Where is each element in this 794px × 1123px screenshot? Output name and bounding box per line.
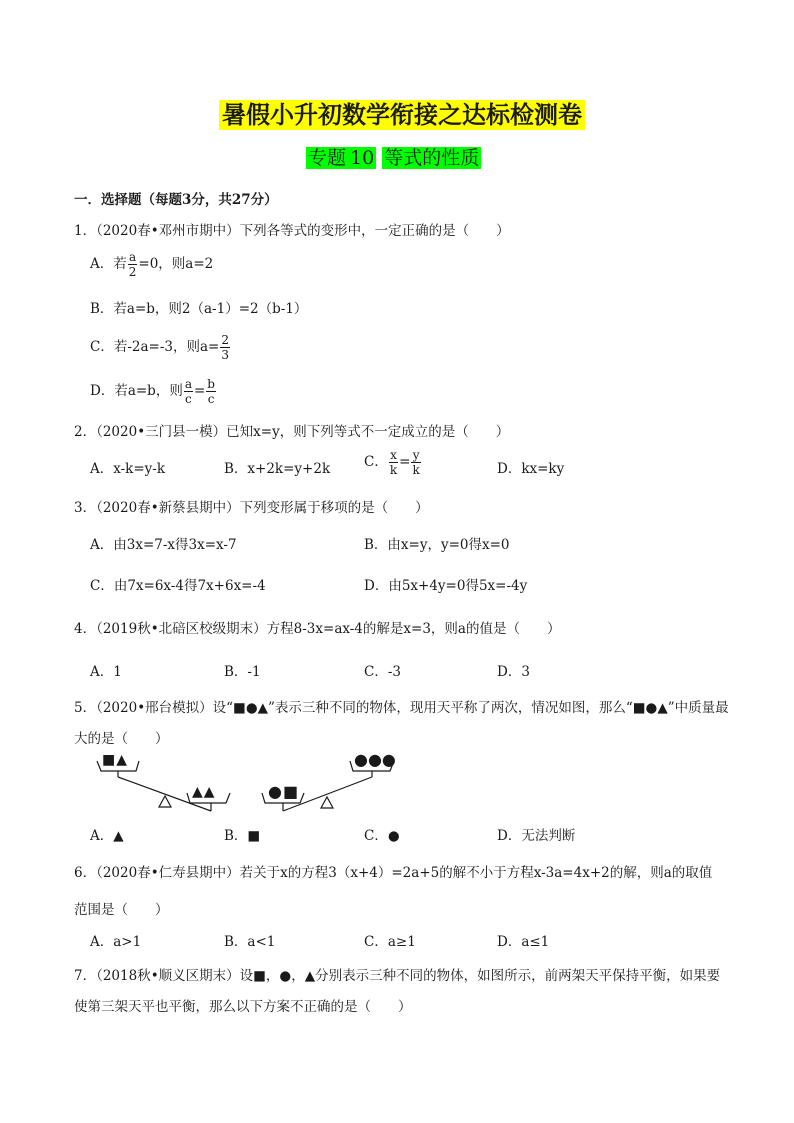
question-1-stem: 1．（2020春•邓州市期中）下列各等式的变形中，一定正确的是（ ）	[74, 223, 510, 239]
question-4-stem: 4．（2019秋•北碚区校级期末）方程8-3x=ax-4的解是x=3，则a的值是（ ）	[74, 621, 561, 637]
fraction: $\frac{2}{3}$	[221, 333, 229, 362]
question-5-option-a: A．▲	[90, 828, 124, 844]
fraction: $\frac{y}{k}$	[412, 448, 420, 477]
question-2-option-c: C． $\frac{x}{k}$ = $\frac{y}{k}$	[364, 448, 420, 477]
question-5-option-d: D．无法判断	[497, 828, 576, 844]
question-5-stem-line-1: 5．（2020•邢台模拟）设“■●▲”表示三种不同的物体，现用天平称了两次，情况如图，那么“■●▲”中质量最	[74, 700, 729, 716]
fraction: $\frac{a}{2}$	[128, 250, 137, 279]
subtitle-prefix: 专题	[308, 147, 347, 169]
question-7-stem-line-1: 7．（2018秋•顺义区期末）设■，●，▲分别表示三种不同的物体，如图所示，前两架天平保持平衡，如果要	[74, 968, 721, 984]
option-text: A．若	[90, 256, 127, 272]
question-6-stem-line-1: 6．（2020春•仁寿县期中）若关于x的方程3（x+4）=2a+5的解不小于方程x-3a=4x+2的解，则a的取值	[74, 865, 713, 881]
balance-2-fulcrum	[321, 797, 333, 808]
question-3-option-b: B．由x=y，y=0得x=0	[364, 537, 510, 553]
balance-1-right-objects: ▲▲	[192, 784, 216, 800]
balance-2-right-objects: ●●●	[354, 750, 396, 769]
balance-1-fulcrum	[159, 796, 171, 807]
question-1-option-b: B．若a=b，则2（a-1）=2（b-1）	[90, 301, 308, 317]
question-6-option-d: D．a≤1	[497, 934, 550, 950]
question-4-option-a: A．1	[90, 664, 122, 680]
subtitle-topic: 等式的性质	[384, 147, 480, 169]
question-2-option-d: D．kx=ky	[497, 461, 565, 477]
question-2-stem: 2．（2020•三门县一模）已知x=y，则下列等式不一定成立的是（ ）	[74, 424, 510, 440]
question-3-stem: 3．（2020春•新蔡县期中）下列变形属于移项的是（ ）	[74, 500, 429, 516]
question-6-option-b: B．a<1	[224, 934, 276, 950]
question-3-option-a: A．由3x=7-x得3x=x-7	[90, 537, 237, 553]
question-4-option-c: C．-3	[364, 664, 401, 680]
balance-1-left-objects: ■▲	[102, 752, 128, 768]
question-4-option-d: D．3	[497, 664, 530, 680]
fraction: $\frac{b}{c}$	[207, 377, 215, 406]
document-title: 暑假小升初数学衔接之达标检测卷	[219, 100, 585, 130]
option-text: =0，则a=2	[138, 256, 214, 272]
option-text: D．若a=b，则	[90, 383, 183, 399]
question-2-option-b: B．x+2k=y+2k	[224, 461, 331, 477]
question-2-option-a: A．x-k=y-k	[90, 461, 166, 477]
question-1-option-d: D．若a=b，则 $\frac{a}{c}$ = $\frac{b}{c}$	[90, 377, 215, 406]
question-6-stem-line-2: 范围是（ ）	[74, 902, 169, 918]
question-3-option-c: C．由7x=6x-4得7x+6x=-4	[90, 578, 266, 594]
question-3-option-d: D．由5x+4y=0得5x=-4y	[364, 578, 528, 594]
question-5-stem-line-2: 大的是（ ）	[74, 731, 169, 747]
question-6-option-c: C．a≥1	[364, 934, 416, 950]
option-text: C．若-2a=-3，则a=	[90, 339, 220, 355]
question-5-option-c: C．●	[364, 828, 400, 844]
fraction: $\frac{x}{k}$	[389, 448, 398, 477]
section-heading: 一．选择题（每题3分，共27分）	[74, 192, 278, 208]
question-4-option-b: B．-1	[224, 664, 261, 680]
question-7-stem-line-2: 使第三架天平也平衡，那么以下方案不正确的是（ ）	[74, 999, 412, 1015]
question-5-option-b: B．■	[224, 828, 261, 844]
balance-2-left-objects: ●■	[268, 782, 300, 801]
question-6-option-a: A．a>1	[90, 934, 142, 950]
subtitle-number: 10	[350, 147, 375, 169]
fraction: $\frac{a}{c}$	[184, 377, 192, 406]
